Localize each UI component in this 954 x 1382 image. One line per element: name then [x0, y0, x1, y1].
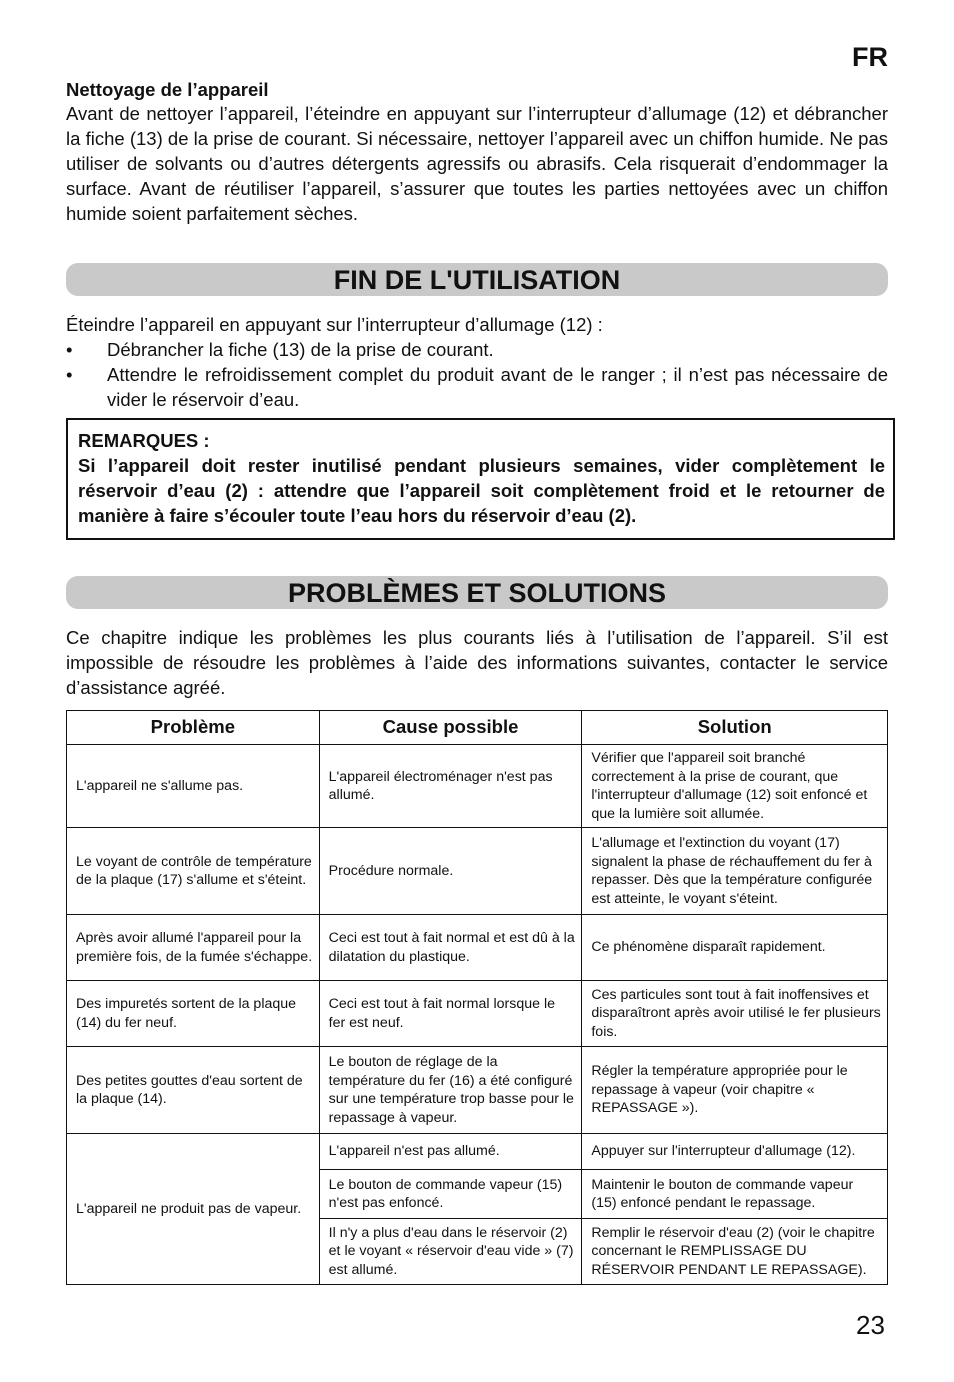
bullet-text: Attendre le refroidissement complet du produit avant de le ranger ; il n’est pas nécessaire de vider le réservoir d’eau. — [107, 364, 888, 410]
solution-cell: Remplir le réservoir d'eau (2) (voir le chapitre concernant le REMPLISSAGE DU RÉSERVOIR PENDANT LE REPASSAGE). — [582, 1219, 888, 1285]
end-of-use-bullet — [66, 362, 888, 412]
cause-cell: Le bouton de réglage de la température du fer (16) a été configuré sur une température trop basse pour le repassage à vapeur. — [319, 1047, 582, 1134]
problem-cell: L'appareil ne s'allume pas. — [67, 745, 320, 828]
cleaning-text: Avant de nettoyer l’appareil, l’éteindre en appuyant sur l’interrupteur d’allumage (12) et débrancher la fiche (13) de la prise de courant. Si nécessaire, nettoyer l’appareil avec un chiffon humide. Ne pas utiliser de solvants ou d’autres détergents agressifs ou abrasifs. Cela risquerait d’endommager la surface. Avant de réutiliser l’appareil, s’assurer que toutes les parties nettoyées avec un chiffon humide soient parfaitement sèches. — [66, 103, 888, 224]
bullet-symbol: • — [66, 339, 73, 360]
troubleshooting-heading: PROBLÈMES ET SOLUTIONS — [66, 576, 888, 609]
bullet-text: Débrancher la fiche (13) de la prise de courant. — [107, 339, 494, 360]
column-header-cause: Cause possible — [319, 711, 582, 745]
table-row — [67, 981, 888, 1047]
column-header-solution: Solution — [582, 711, 888, 745]
language-label: FR — [852, 42, 888, 72]
troubleshooting-table — [66, 710, 888, 1285]
page-number: 23 — [856, 1310, 885, 1340]
solution-cell: Appuyer sur l'interrupteur d'allumage (12). — [582, 1134, 888, 1170]
cleaning-title: Nettoyage de l’appareil — [66, 79, 269, 100]
table-row — [67, 1134, 888, 1170]
table-row — [67, 1047, 888, 1134]
cause-cell: Il n'y a plus d'eau dans le réservoir (2) et le voyant « réservoir d'eau vide » (7) est allumé. — [319, 1219, 582, 1285]
bullet-symbol: • — [66, 364, 73, 385]
solution-cell: Régler la température appropriée pour le repassage à vapeur (voir chapitre « REPASSAGE »). — [582, 1047, 888, 1134]
cause-cell: Procédure normale. — [319, 828, 582, 915]
table-header-row — [67, 711, 888, 745]
table-row — [67, 828, 888, 915]
column-header-problem: Problème — [67, 711, 320, 745]
table-row — [67, 745, 888, 828]
end-of-use-intro: Éteindre l’appareil en appuyant sur l’interrupteur d’allumage (12) : — [66, 314, 603, 335]
solution-cell: Vérifier que l'appareil soit branché correctement à la prise de courant, que l'interrupteur d'allumage (12) soit enfoncé et que la lumière soit allumée. — [582, 745, 888, 828]
cause-cell: Ceci est tout à fait normal lorsque le fer est neuf. — [319, 981, 582, 1047]
solution-cell: Maintenir le bouton de commande vapeur (15) enfoncé pendant le repassage. — [582, 1170, 888, 1219]
notes-title: REMARQUES : — [78, 430, 210, 451]
cause-cell: Ceci est tout à fait normal et est dû à la dilatation du plastique. — [319, 915, 582, 981]
cause-cell: L'appareil électroménager n'est pas allumé. — [319, 745, 582, 828]
problem-cell: Après avoir allumé l'appareil pour la première fois, de la fumée s'échappe. — [67, 915, 320, 981]
solution-cell: L'allumage et l'extinction du voyant (17) signalent la phase de réchauffement du fer à repasser. Dès que la température configurée est atteinte, le voyant s'éteint. — [582, 828, 888, 915]
problem-cell: L'appareil ne produit pas de vapeur. — [67, 1134, 320, 1285]
problem-cell: Le voyant de contrôle de température de la plaque (17) s'allume et s'éteint. — [67, 828, 320, 915]
problem-cell: Des petites gouttes d'eau sortent de la plaque (14). — [67, 1047, 320, 1134]
notes-box — [66, 418, 895, 540]
cause-cell: L'appareil n'est pas allumé. — [319, 1134, 582, 1170]
end-of-use-heading: FIN DE L'UTILISATION — [66, 263, 888, 296]
solution-cell: Ces particules sont tout à fait inoffensives et disparaîtront après avoir utilisé le fer plusieurs fois. — [582, 981, 888, 1047]
cause-cell: Le bouton de commande vapeur (15) n'est pas enfoncé. — [319, 1170, 582, 1219]
solution-cell: Ce phénomène disparaît rapidement. — [582, 915, 888, 981]
end-of-use-bullet — [66, 337, 888, 362]
problem-cell: Des impuretés sortent de la plaque (14) du fer neuf. — [67, 981, 320, 1047]
troubleshooting-intro: Ce chapitre indique les problèmes les plus courants liés à l’utilisation de l’appareil. S’il est impossible de résoudre les problèmes à l’aide des informations suivantes, contacter le service d’assistance agréé. — [66, 627, 888, 698]
notes-text: Si l’appareil doit rester inutilisé pendant plusieurs semaines, vider complètement le réservoir d’eau (2) : attendre que l’appareil soit complètement froid et le retourner de manière à faire s’écouler toute l’eau hors du réservoir d’eau (2). — [78, 455, 885, 526]
table-row — [67, 915, 888, 981]
